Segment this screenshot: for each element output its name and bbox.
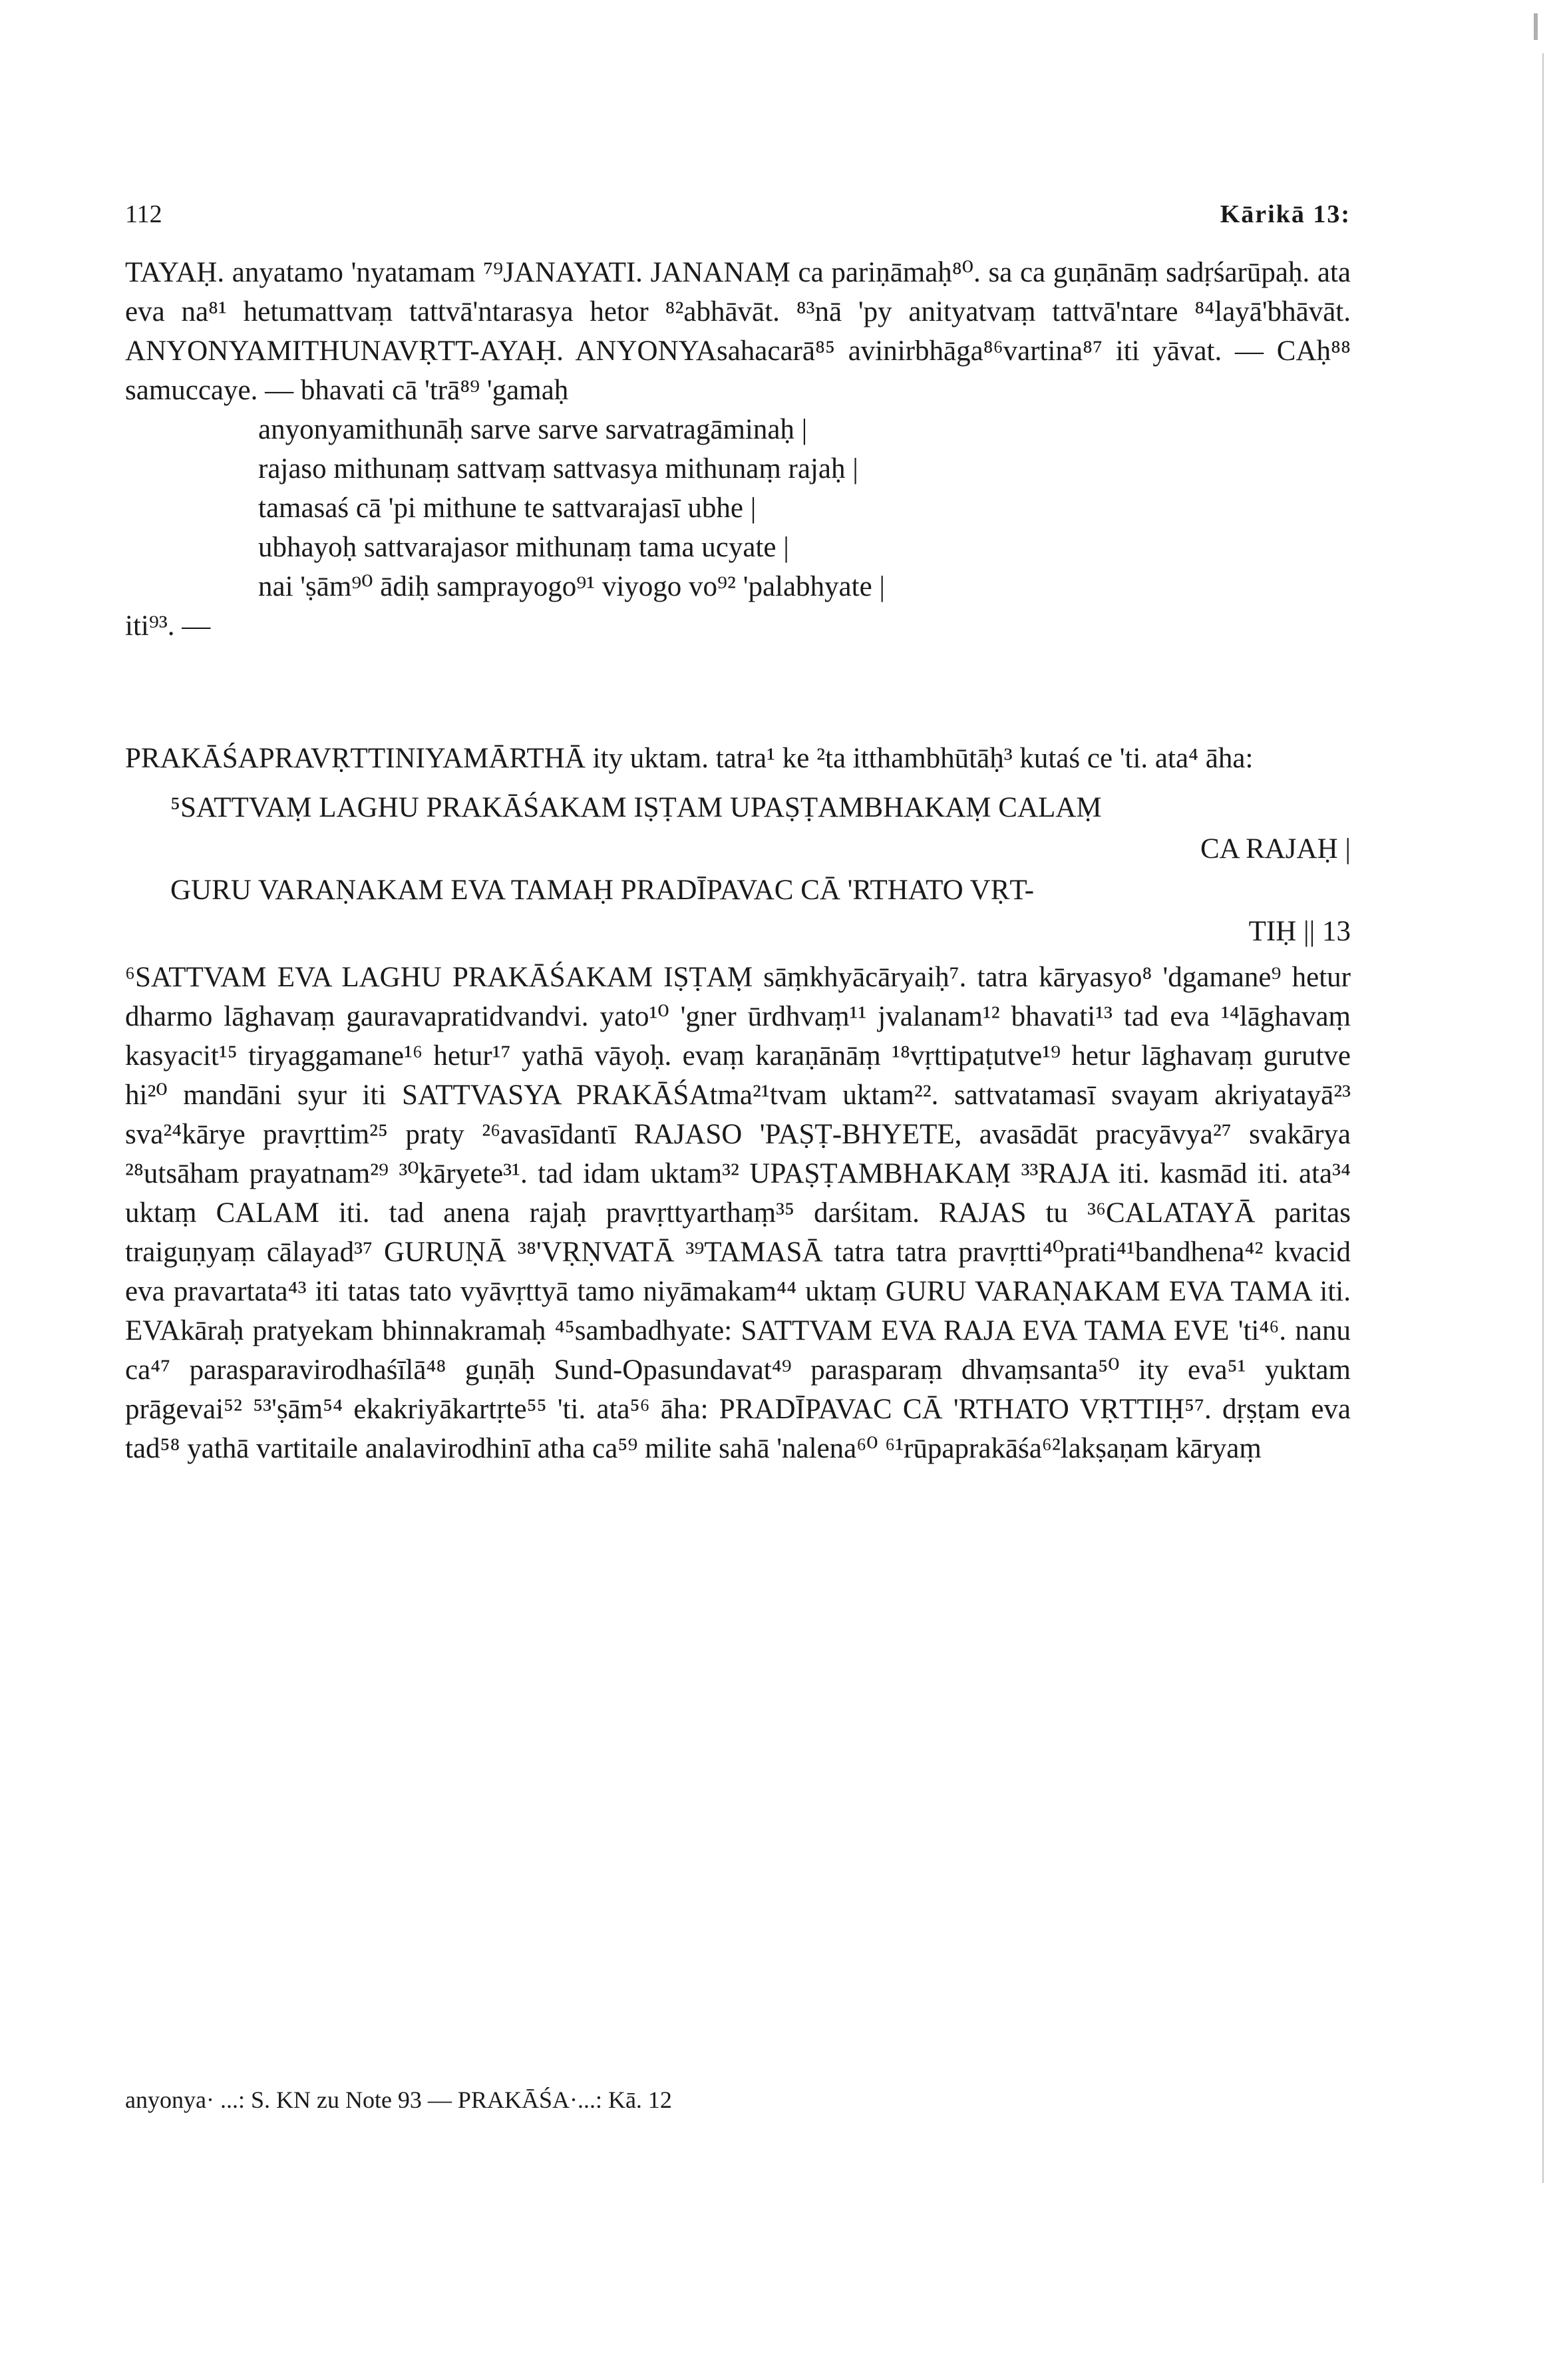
karika-line-1: ⁵SATTVAṂ LAGHU PRAKĀŚAKAM IṢṬAM UPAṢṬAMBHAKAṂ CALAṂ	[170, 792, 1102, 823]
paragraph-commentary-2: ⁶SATTVAM EVA LAGHU PRAKĀŚAKAM IṢṬAṂ sāṃkhyācāryaiḥ⁷. tatra kāryasyo⁸ 'dgamane⁹ hetur dharmo lāghavaṃ gauravapratidvandvi. yato¹⁰ 'gner ūrdhvaṃ¹¹ jvalanam¹² bhavati¹³ tad eva ¹⁴lāghavaṃ kasyacit¹⁵ tiryaggamane¹⁶ hetur¹⁷ yathā vāyoḥ. evaṃ karaṇānāṃ ¹⁸vṛttipaṭutve¹⁹ hetur lāghavaṃ gurutve hi²⁰ mandāni syur iti SATTVASYA PRAKĀŚAtma²¹tvam uktam²². sattvatamasī svayam akriyatayā²³ sva²⁴kārye pravṛttim²⁵ praty ²⁶avasīdantī RAJASO 'PAṢṬ-BHYETE, avasādāt pracyāvya²⁷ svakārya ²⁸utsāham prayatnam²⁹ ³⁰kāryete³¹. tad idam uktam³² UPAṢṬAMBHAKAṂ ³³RAJA iti. kasmād iti. ata³⁴ uktaṃ CALAM iti. tad anena rajaḥ pravṛttyarthaṃ³⁵ darśitam. RAJAS tu ³⁶CALATAYĀ paritas traiguṇyaṃ cālayad³⁷ GURUṆĀ ³⁸'VṚṆVATĀ ³⁹TAMASĀ tatra tatra pravṛtti⁴⁰prati⁴¹bandhena⁴² kvacid eva pravartata⁴³ iti tatas tato vyāvṛttyā tamo niyāmakam⁴⁴ uktaṃ GURU VARAṆAKAM EVA TAMA iti. EVAkāraḥ pratyekam bhinnakramaḥ ⁴⁵sambadhyate: SATTVAM EVA RAJA EVA TAMA EVE 'ti⁴⁶. nanu ca⁴⁷ parasparavirodhaśīlā⁴⁸ guṇāḥ Sund-Opasundavat⁴⁹ parasparaṃ dhvaṃsanta⁵⁰ ity eva⁵¹ yuktam prāgevai⁵² ⁵³'ṣām⁵⁴ ekakriyākartṛte⁵⁵ 'ti. ata⁵⁶ āha: PRADĪPAVAC CĀ 'RTHATO VṚTTIḤ⁵⁷. dṛṣṭam eva tad⁵⁸ yathā vartitaile analavirodhinī atha ca⁵⁹ milite sahā 'nalena⁶⁰ ⁶¹rūpaprakāśa⁶²lakṣaṇam kāryaṃ	[125, 962, 1351, 1464]
scan-edge-line	[1542, 53, 1544, 2183]
karika-13	[125, 787, 1351, 952]
verse-quotation	[258, 410, 1351, 606]
verse-line: anyonyamithunāḥ sarve sarve sarvatragāminaḥ |	[258, 414, 808, 445]
running-title: Kārikā 13:	[1220, 200, 1351, 228]
paragraph-intro-karika: PRAKĀŚAPRAVṚTTINIYAMĀRTHĀ ity uktam. tatra¹ ke ²ta itthambhūtāḥ³ kutaś ce 'ti. ata⁴ āha:	[125, 743, 1254, 774]
running-header	[125, 200, 1351, 253]
karika-line-2-cont: TIḤ || 13	[1248, 916, 1351, 947]
scan-edge-mark	[1534, 13, 1538, 40]
verse-closing: iti⁹³. —	[125, 610, 211, 642]
verse-line: tamasaś cā 'pi mithune te sattvarajasī ubhe |	[258, 493, 757, 524]
page-body	[125, 200, 1351, 1468]
verse-line: ubhayoḥ sattvarajasor mithunaṃ tama ucyate |	[258, 532, 789, 563]
page-number: 112	[125, 200, 162, 228]
karika-line-1-cont: CA RAJAḤ |	[1200, 833, 1351, 865]
footnote: anyonya· ...: S. KN zu Note 93 — PRAKĀŚA·...: Kā. 12	[125, 2086, 672, 2113]
verse-line: rajaso mithunaṃ sattvaṃ sattvasya mithunaṃ rajaḥ |	[258, 453, 858, 485]
karika-line-2: GURU VARAṆAKAM EVA TAMAḤ PRADĪPAVAC CĀ 'RTHATO VṚT-	[170, 875, 1035, 906]
verse-line: nai 'ṣām⁹⁰ ādiḥ samprayogo⁹¹ viyogo vo⁹² 'palabhyate |	[258, 571, 886, 602]
paragraph-commentary-1: TAYAḤ. anyatamo 'nyatamam ⁷⁹JANAYATI. JANANAṂ ca pariṇāmaḥ⁸⁰. sa ca guṇānāṃ sadṛśarūpaḥ. ata eva na⁸¹ hetumattvaṃ tattvā'ntarasya hetor ⁸²abhāvāt. ⁸³nā 'py anityatvaṃ tattvā'ntare ⁸⁴layā'bhāvāt. ANYONYAMITHUNAVṚTT-AYAḤ. ANYONYAsahacarā⁸⁵ avinirbhāga⁸⁶vartina⁸⁷ iti yāvat. — CAḥ⁸⁸ samuccaye. — bhavati cā 'trā⁸⁹ 'gamaḥ	[125, 257, 1351, 406]
